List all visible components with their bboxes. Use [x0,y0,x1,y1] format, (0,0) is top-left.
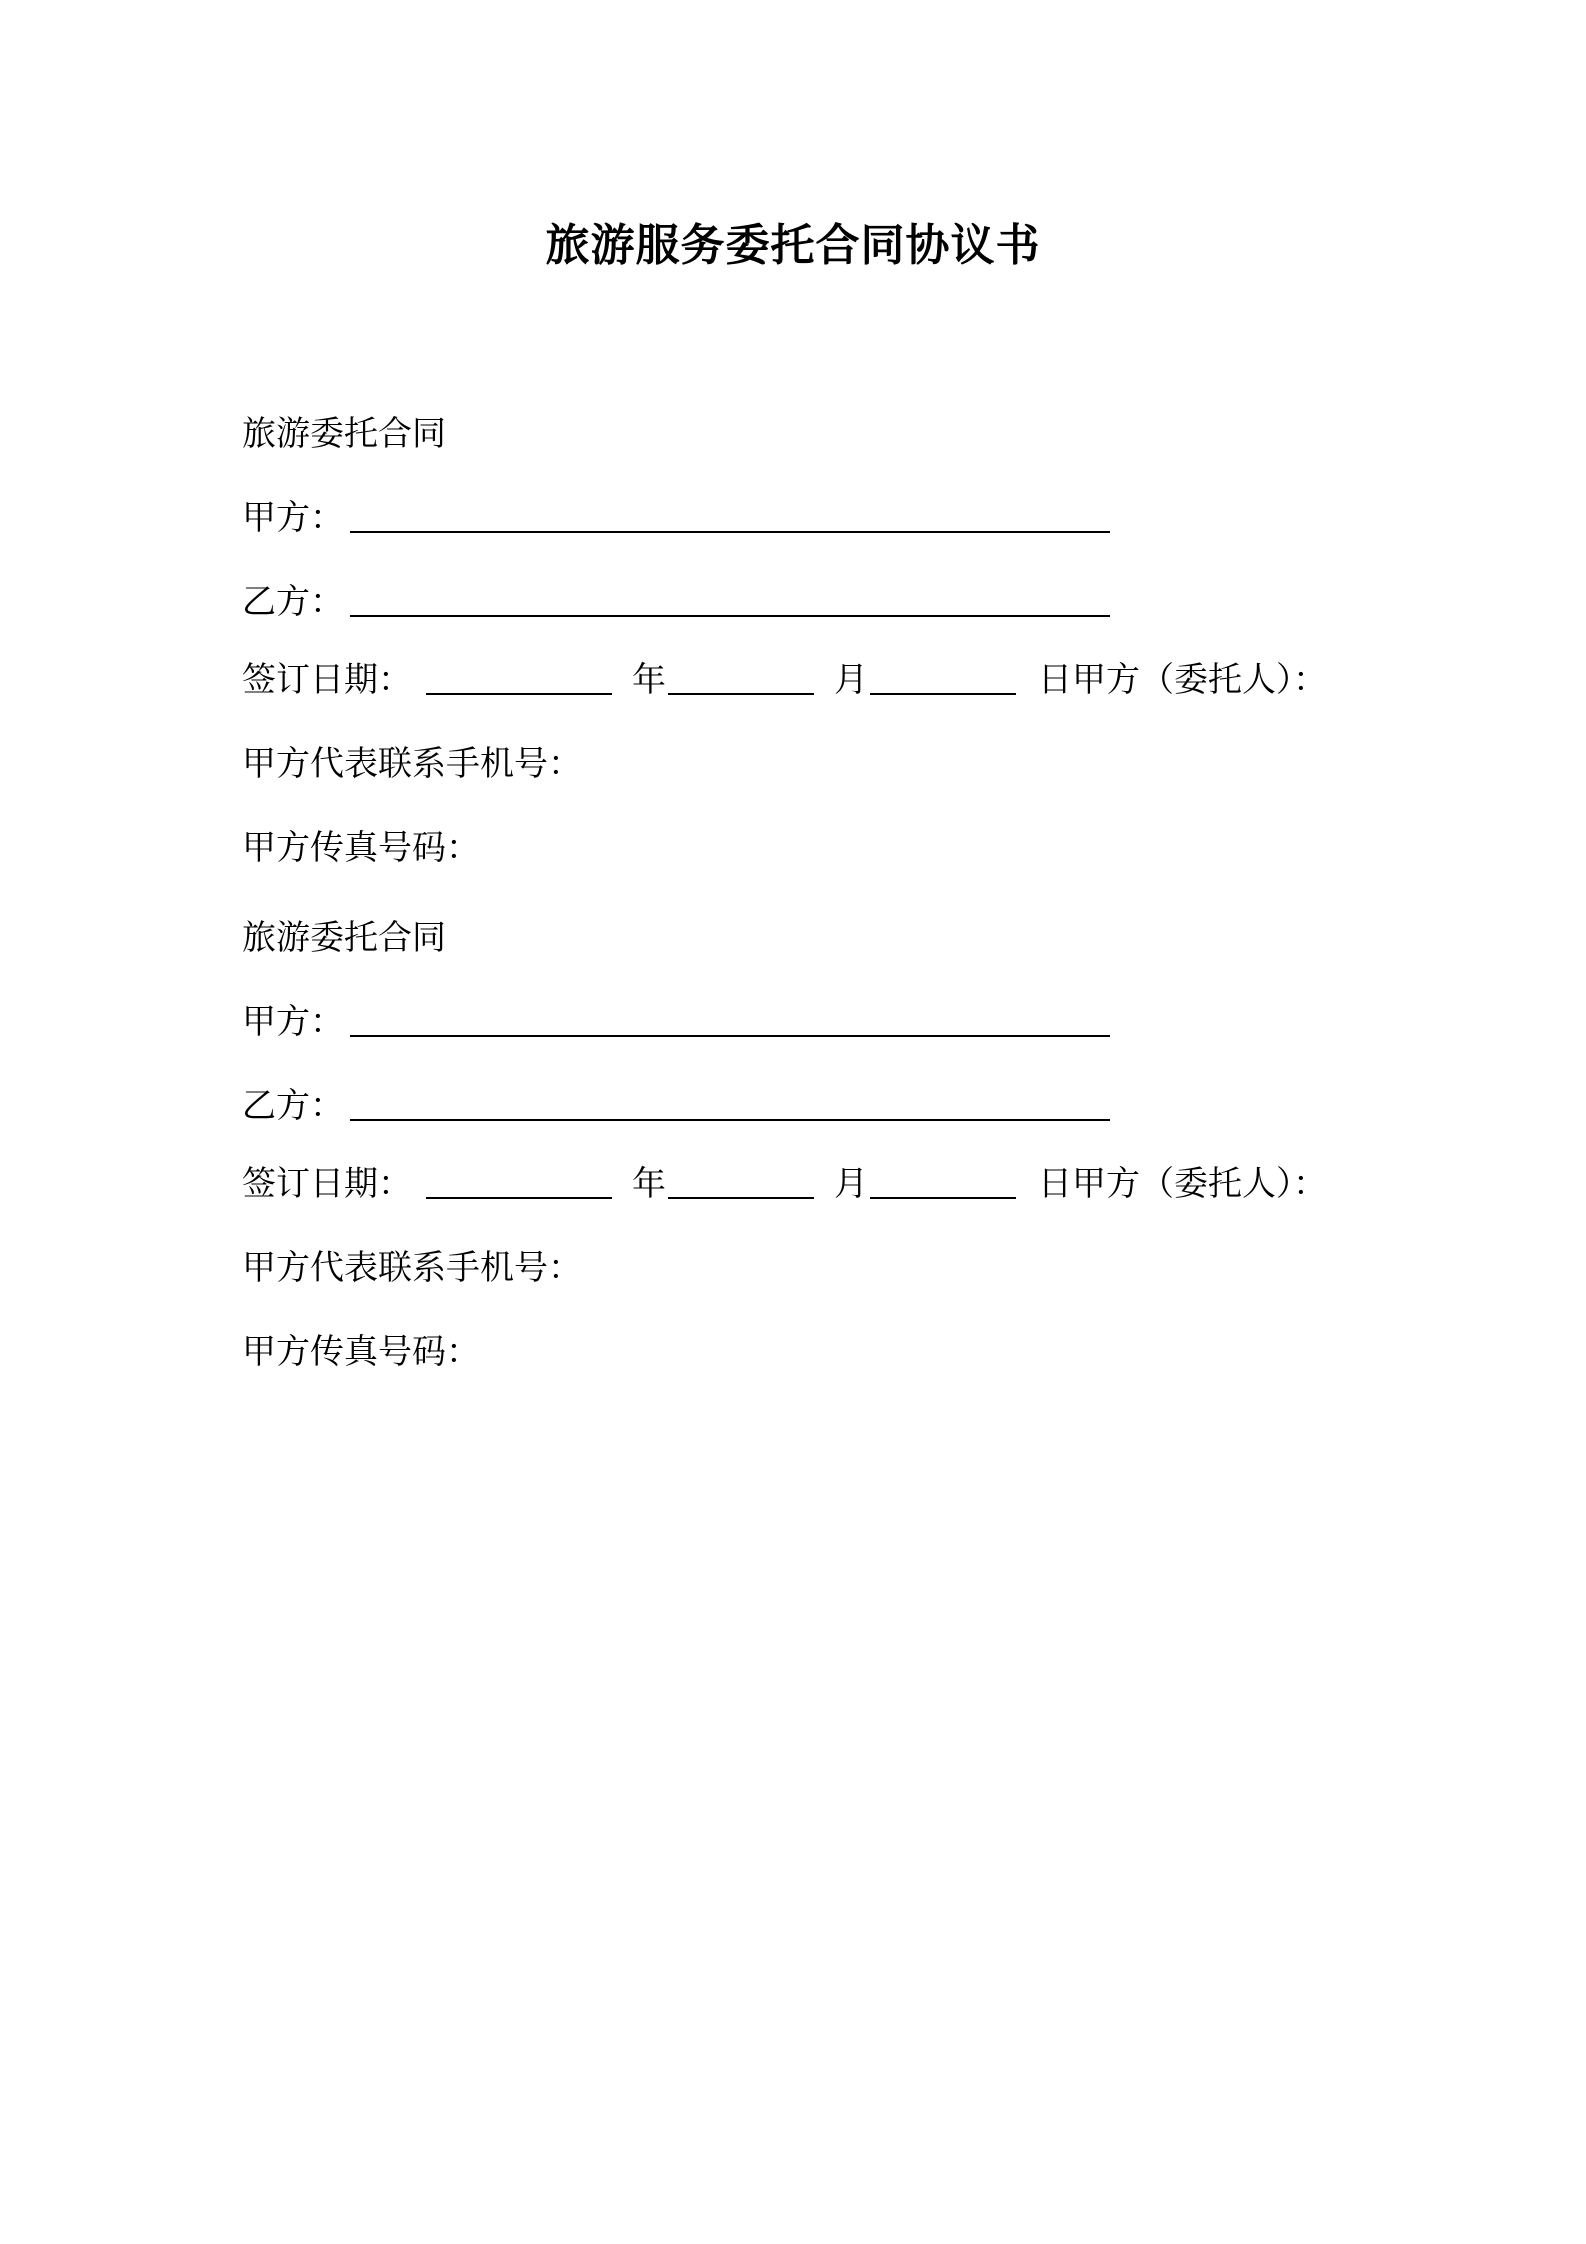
sign-date-row [242,1162,1442,1206]
year-label: 年 [632,1164,666,1204]
phone-label: 甲方代表联系手机号： [242,1248,582,1288]
section-heading: 旅游委托合同 [242,414,446,454]
party-b-label: 乙方： [242,582,344,622]
fax-label: 甲方传真号码： [242,1332,480,1372]
party-b-blank[interactable] [350,1089,1110,1121]
section-heading: 旅游委托合同 [242,918,446,958]
party-a-row [242,1000,1442,1044]
phone-label: 甲方代表联系手机号： [242,744,582,784]
party-b-row [242,1084,1442,1128]
year-label: 年 [632,660,666,700]
fax-label: 甲方传真号码： [242,828,480,868]
party-b-row [242,580,1442,624]
day-blank[interactable] [870,1167,1016,1199]
contract-section-1 [242,412,1442,910]
contract-section-2 [242,916,1442,1414]
month-label: 月 [834,660,868,700]
party-b-blank[interactable] [350,585,1110,617]
day-blank[interactable] [870,663,1016,695]
month-blank[interactable] [668,663,814,695]
party-a-blank[interactable] [350,1005,1110,1037]
day-party-label: 日甲方（委托人）： [1038,660,1327,700]
party-a-label: 甲方： [242,1002,344,1042]
sign-date-label: 签订日期： [242,1164,412,1204]
document-title: 旅游服务委托合同协议书 [545,220,1041,271]
party-a-row [242,496,1442,540]
party-a-blank[interactable] [350,501,1110,533]
sign-date-label: 签订日期： [242,660,412,700]
month-blank[interactable] [668,1167,814,1199]
party-b-label: 乙方： [242,1086,344,1126]
year-blank[interactable] [426,1167,612,1199]
year-blank[interactable] [426,663,612,695]
party-a-label: 甲方： [242,498,344,538]
day-party-label: 日甲方（委托人）： [1038,1164,1327,1204]
month-label: 月 [834,1164,868,1204]
sign-date-row [242,658,1442,702]
